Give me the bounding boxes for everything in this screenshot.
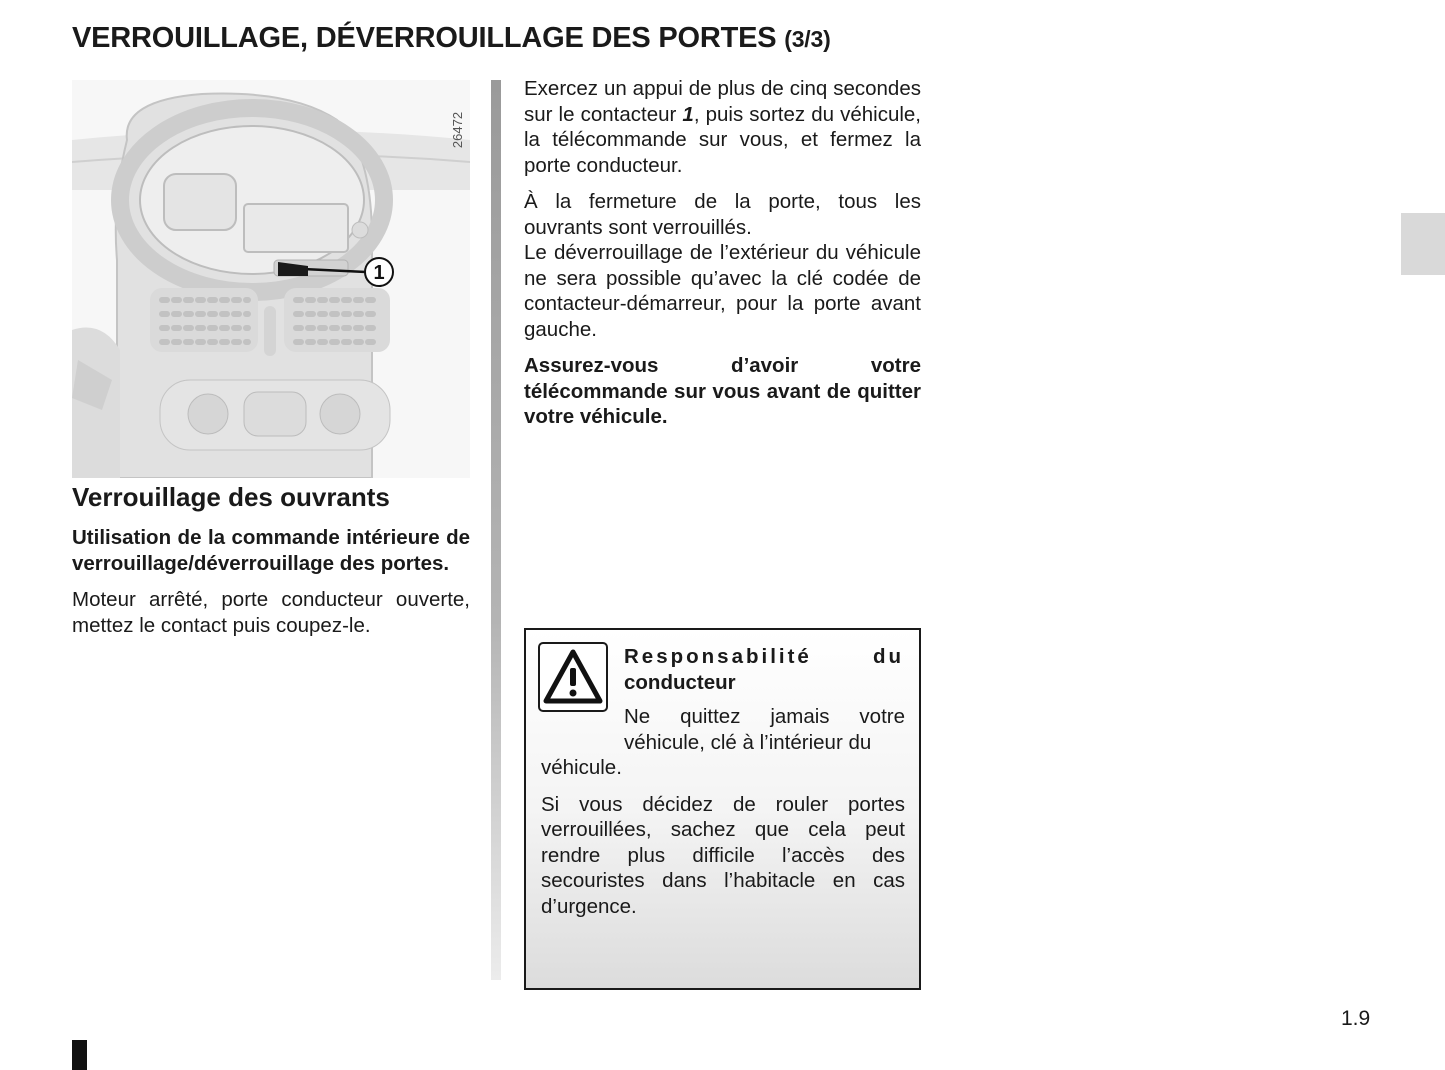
warning-paragraph-1-end: véhicule. bbox=[541, 756, 622, 779]
right-paragraph-2-line1: À la fermeture de la porte, tous les ouvrants sont verrouillés. bbox=[524, 190, 921, 239]
left-paragraph: Moteur arrêté, porte conducteur ouverte, mettez le contact puis coupez-le. bbox=[72, 588, 470, 637]
page-title-suffix: (3/3) bbox=[784, 26, 831, 52]
switch-reference: 1 bbox=[682, 102, 694, 126]
right-paragraph-1 bbox=[524, 76, 921, 178]
warning-body bbox=[541, 704, 905, 919]
right-paragraph-1-end: , puis sortez du véhicule, la télécommande sur vous, et fermez la porte conducteur. bbox=[524, 102, 922, 177]
right-paragraph-2-line2: Le déverrouillage de l’extérieur du véhicule ne sera possible qu’avec la clé codée de contacteur-démarreur, pour la porte avant gauche. bbox=[524, 241, 921, 341]
section-heading: Verrouillage des ouvrants bbox=[72, 482, 390, 512]
warning-heading-word1: Responsabilité bbox=[624, 645, 812, 668]
corner-mark bbox=[72, 1040, 87, 1070]
right-paragraph-3: Assurez-vous d’avoir votre télécommande sur vous avant de quitter votre véhicule. bbox=[524, 354, 921, 428]
right-column bbox=[524, 76, 921, 430]
left-column bbox=[72, 482, 470, 638]
dashboard-figure bbox=[72, 80, 470, 478]
chapter-tab bbox=[1401, 213, 1445, 275]
callout-label-1: 1 bbox=[373, 262, 385, 284]
page-title bbox=[72, 22, 831, 55]
right-paragraph-1-start: Exercez un appui de plus de cinq secondes sur le contacteur bbox=[524, 77, 921, 126]
warning-heading-word3: conducteur bbox=[624, 670, 736, 694]
page-number: 1.9 bbox=[1341, 1007, 1371, 1030]
sub-heading: Utilisation de la commande intérieure de verrouillage/déverrouillage des portes. bbox=[72, 526, 470, 575]
warning-heading-word2: du bbox=[872, 645, 904, 668]
column-divider bbox=[491, 80, 501, 980]
right-paragraph-2 bbox=[524, 189, 921, 342]
warning-paragraph-2: Si vous décidez de rouler portes verrouillées, sachez que cela peut rendre plus difficile l’accès des secouristes dans l’habitacle en cas d’urgence. bbox=[541, 792, 905, 918]
warning-heading bbox=[624, 644, 904, 695]
dashboard-illustration bbox=[72, 80, 470, 478]
page-title-main: VERROUILLAGE, DÉVERROUILLAGE DES PORTES bbox=[72, 22, 777, 54]
warning-paragraph-1-indent: Ne quittez jamais votre véhicule, clé à l’intérieur du bbox=[624, 705, 905, 754]
warning-box bbox=[524, 628, 921, 990]
figure-ref-code: 26472 bbox=[450, 111, 465, 149]
warning-triangle-icon bbox=[538, 642, 608, 712]
